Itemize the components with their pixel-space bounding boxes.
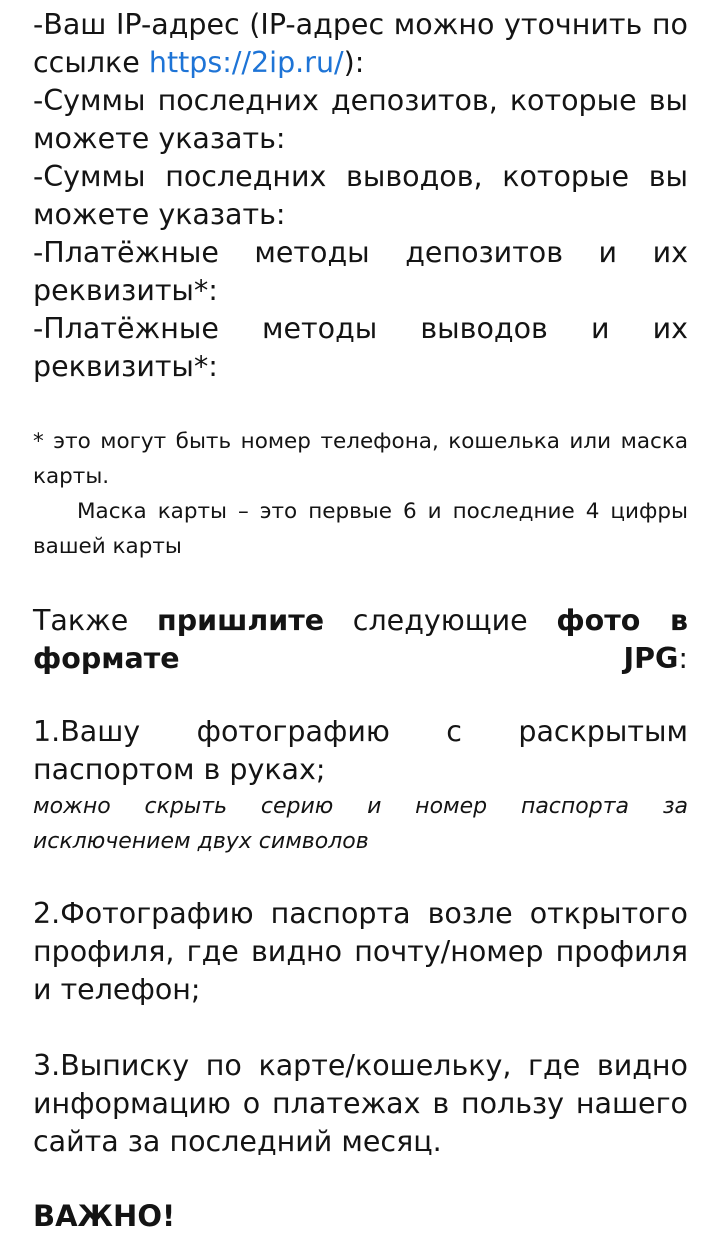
request-text-2: следующие bbox=[324, 604, 557, 637]
request-bold-format: фото в формате JPG bbox=[33, 604, 688, 675]
withdrawals-sum-item: -Суммы последних выводов, которые вы можете указать: bbox=[33, 160, 688, 231]
statement-item: 3.Выписку по карте/кошельку, где видно информацию о платежах в пользу нашего сайта за последний месяц. bbox=[33, 1049, 688, 1158]
passport-selfie-item: 1.Вашу фотографию с раскрытым паспортом в руках; bbox=[33, 715, 688, 786]
request-paragraph bbox=[33, 602, 688, 678]
footnote bbox=[33, 424, 688, 564]
passport-profile-item: 2.Фотографию паспорта возле открытого профиля, где видно почту/номер профиля и телефон; bbox=[33, 897, 688, 1006]
ip-check-link[interactable]: https://2ip.ru/ bbox=[148, 46, 344, 79]
deposit-methods-item: -Платёжные методы депозитов и их реквизиты*: bbox=[33, 236, 688, 307]
ip-address-suffix: ): bbox=[343, 46, 365, 79]
card-mask-note bbox=[33, 494, 688, 564]
request-text-3: : bbox=[678, 642, 688, 675]
deposits-sum-item: -Суммы последних депозитов, которые вы можете указать: bbox=[33, 84, 688, 155]
message-content bbox=[33, 0, 688, 1235]
withdrawal-methods-item: -Платёжные методы выводов и их реквизиты*: bbox=[33, 312, 688, 383]
passport-hint: можно скрыть серию и номер паспорта за исключением двух символов bbox=[33, 794, 688, 854]
request-bold-send: пришлите bbox=[157, 604, 325, 637]
important-heading: ВАЖНО! bbox=[33, 1199, 176, 1233]
ip-address-item bbox=[33, 6, 688, 82]
card-mask-text: Маска карты – это первые 6 и последние 4 цифры вашей карты bbox=[33, 499, 688, 559]
footnote-line: * это могут быть номер телефона, кошелька или маска карты. bbox=[33, 429, 688, 489]
request-text-1: Также bbox=[33, 604, 158, 637]
ip-address-text: -Ваш IP-адрес (IP-адрес можно уточнить по ссылке bbox=[33, 8, 688, 79]
